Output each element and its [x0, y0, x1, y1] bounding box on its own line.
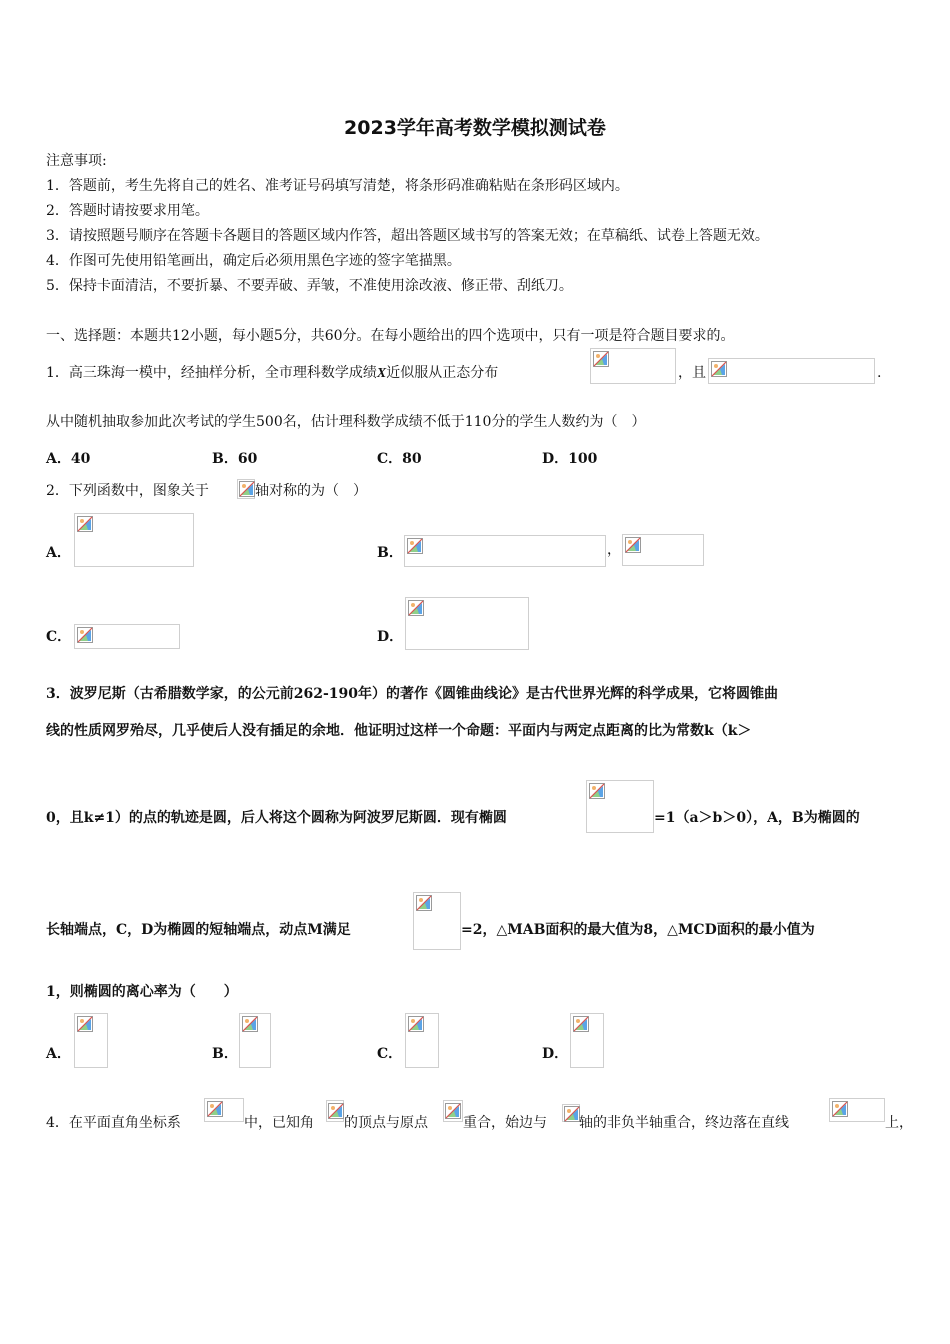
q1-text: 近似服从正态分布: [386, 365, 499, 381]
formula-image: [829, 1098, 885, 1122]
option-b[interactable]: B．60: [212, 451, 258, 467]
formula-image: [622, 534, 704, 566]
option-a[interactable]: A．: [46, 1046, 71, 1062]
broken-image-icon: [711, 361, 727, 377]
broken-image-icon: [416, 895, 432, 911]
option-a[interactable]: A．: [46, 545, 71, 561]
formula-image: [590, 348, 676, 384]
option-a[interactable]: A．40: [46, 451, 91, 467]
q1-text: ，且: [678, 365, 706, 381]
broken-image-icon: [573, 1016, 589, 1032]
notice-item: 3．请按照题号顺序在答题卡各题目的答题区域内作答，超出答题区域书写的答案无效；在草稿纸、试卷上答题无效。: [46, 228, 769, 244]
q3-text: 1，则椭圆的离心率为（ ）: [46, 984, 238, 1000]
formula-image: [562, 1104, 580, 1122]
broken-image-icon: [77, 516, 93, 532]
broken-image-icon: [239, 481, 255, 497]
broken-image-icon: [625, 537, 641, 553]
notice-item: 2．答题时请按要求用笔。: [46, 203, 209, 219]
q4-text: 中，已知角: [244, 1115, 314, 1131]
formula-image: [239, 1013, 271, 1068]
formula-image: [74, 624, 180, 649]
broken-image-icon: [408, 600, 424, 616]
broken-image-icon: [77, 1016, 93, 1032]
broken-image-icon: [445, 1103, 461, 1119]
q3-text: 0，且k≠1）的点的轨迹是圆，后人将这个圆称为阿波罗尼斯圆．现有椭圆: [46, 810, 507, 826]
q3-text: 3．波罗尼斯（古希腊数学家，的公元前262-190年）的著作《圆锥曲线论》是古代世界光辉的科学成果，它将圆锥曲: [46, 686, 778, 702]
broken-image-icon: [328, 1103, 344, 1119]
q2-text: 2．下列函数中，图象关于: [46, 483, 209, 499]
formula-image: [570, 1013, 604, 1068]
q3-text: 线的性质网罗殆尽，几乎使后人没有插足的余地．他证明过这样一个命题：平面内与两定点距离的比为常数k（k＞: [46, 723, 752, 739]
broken-image-icon: [242, 1016, 258, 1032]
q4-text: 上，: [885, 1115, 913, 1131]
broken-image-icon: [77, 627, 93, 643]
option-d[interactable]: D．100: [542, 451, 598, 467]
option-d[interactable]: D．: [542, 1046, 569, 1062]
formula-image: [404, 535, 606, 567]
section-heading: 一、选择题：本题共12小题，每小题5分，共60分。在每小题给出的四个选项中，只有一项是符合题目要求的。: [46, 328, 735, 344]
q4-text: 的顶点与原点: [344, 1115, 428, 1131]
q1-text: .: [877, 365, 882, 381]
broken-image-icon: [832, 1101, 848, 1117]
q4-text: 轴的非负半轴重合，终边落在直线: [579, 1115, 789, 1131]
formula-image: [443, 1100, 463, 1122]
formula-image: [586, 780, 654, 833]
formula-image: [74, 513, 194, 567]
formula-image: [413, 892, 461, 950]
formula-image: [204, 1098, 244, 1122]
broken-image-icon: [593, 351, 609, 367]
question-1-line: [46, 363, 498, 384]
question-1-line-2: 从中随机抽取参加此次考试的学生500名，估计理科数学成绩不低于110分的学生人数约为（ ）: [46, 414, 646, 430]
option-b[interactable]: B．: [377, 545, 403, 561]
broken-image-icon: [589, 783, 605, 799]
q2-text: 轴对称的为（ ）: [255, 483, 367, 499]
page-title: 2023学年高考数学模拟测试卷: [344, 117, 606, 139]
formula-image: [405, 597, 529, 650]
option-b[interactable]: B．: [212, 1046, 238, 1062]
notice-item: 5．保持卡面清洁，不要折暴、不要弄破、弄皱，不准使用涂改液、修正带、刮纸刀。: [46, 278, 573, 294]
formula-image: [708, 358, 875, 384]
option-c[interactable]: C．80: [377, 451, 422, 467]
broken-image-icon: [207, 1101, 223, 1117]
q1-text: 1．高三珠海一模中，经抽样分析，全市理科数学成绩: [46, 365, 377, 381]
q3-text: 长轴端点，C，D为椭圆的短轴端点，动点M满足: [46, 922, 351, 938]
formula-image: [405, 1013, 439, 1068]
broken-image-icon: [407, 538, 423, 554]
formula-image: [237, 479, 255, 499]
q4-text: 4．在平面直角坐标系: [46, 1115, 181, 1131]
option-c[interactable]: C．: [46, 629, 72, 645]
q4-text: 重合，始边与: [463, 1115, 547, 1131]
q1-var-x: X: [376, 366, 387, 381]
q2-comma: ，: [607, 542, 621, 558]
formula-image: [74, 1013, 108, 1068]
notice-item: 1．答题前，考生先将自己的姓名、准考证号码填写清楚，将条形码准确粘贴在条形码区域内。: [46, 178, 629, 194]
q3-text: =2，△MAB面积的最大值为8，△MCD面积的最小值为: [461, 922, 815, 938]
notice-item: 4．作图可先使用铅笔画出，确定后必须用黑色字迹的签字笔描黑。: [46, 253, 461, 269]
option-d[interactable]: D．: [377, 629, 404, 645]
option-c[interactable]: C．: [377, 1046, 403, 1062]
notice-heading: 注意事项:: [46, 153, 107, 169]
broken-image-icon: [564, 1106, 580, 1122]
formula-image: [326, 1100, 344, 1122]
q3-text: =1（a＞b＞0），A，B为椭圆的: [654, 810, 860, 826]
broken-image-icon: [408, 1016, 424, 1032]
